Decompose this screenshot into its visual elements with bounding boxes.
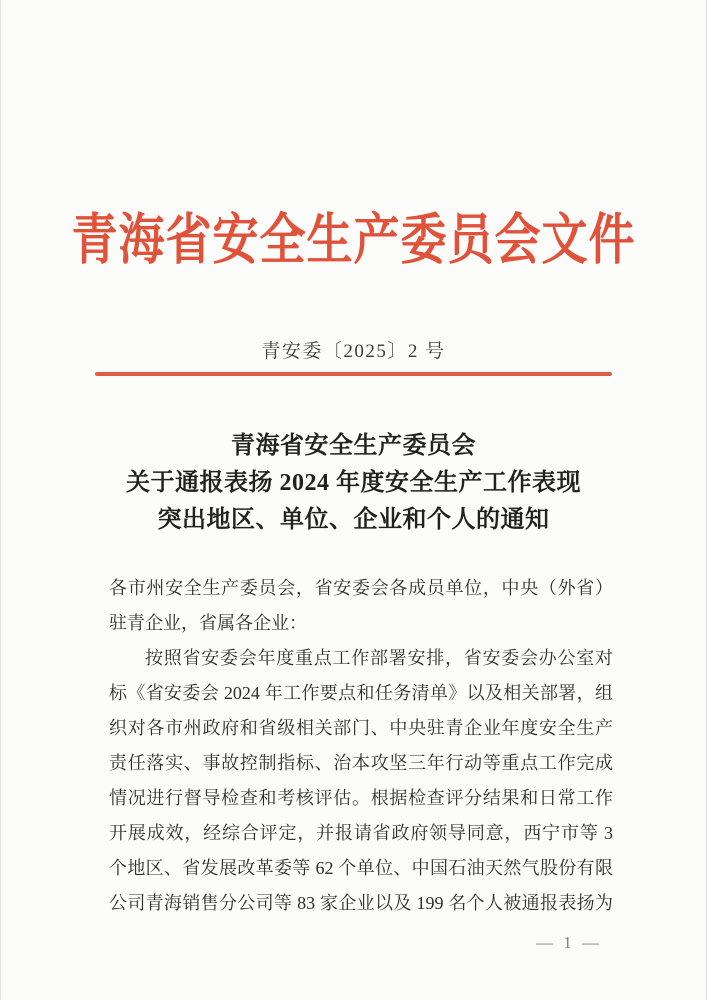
body-line: 标《省安委会 2024 年工作要点和任务清单》以及相关部署，组 [109,683,613,703]
page-number: — 1 — [536,933,602,952]
body-line: 个地区、省发展改革委等 62 个单位、中国石油天然气股份有限 [109,858,613,878]
body-line: 责任落实、事故控制指标、治本攻坚三年行动等重点工作完成 [109,753,613,773]
body-line: 按照省安委会年度重点工作部署安排，省安委会办公室对 [145,648,613,668]
document-title [51,428,656,539]
document-body [109,571,613,921]
title-line-3: 突出地区、单位、企业和个人的通知 [157,507,550,533]
body-line: 开展成效，经综合评定，并报请省政府领导同意，西宁市等 3 [109,823,613,843]
body-line: 各市州安全生产委员会，省安委会各成员单位，中央（外省） [109,578,613,598]
document-masthead: 青海省安全生产委员会文件 [71,209,636,271]
body-line: 织对各市州政府和省级相关部门、中央驻青企业年度安全生产 [109,718,613,738]
body-line: 情况进行督导检查和考核评估。根据检查评分结果和日常工作 [109,788,613,808]
body-line: 驻青企业，省属各企业： [109,613,307,633]
red-separator-line [95,372,612,376]
title-line-2: 关于通报表扬 2024 年度安全生产工作表现 [126,470,581,496]
title-line-1: 青海省安全生产委员会 [231,433,476,459]
body-line: 公司青海销售分公司等 83 家企业以及 199 名个人被通报表扬为 [109,893,613,913]
document-number: 青安委〔2025〕2 号 [261,341,446,362]
